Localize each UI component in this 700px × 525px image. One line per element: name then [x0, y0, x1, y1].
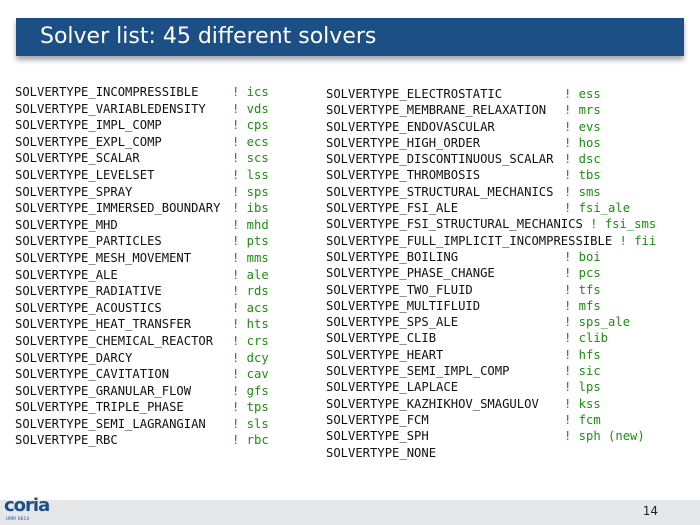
- solver-row: [326, 445, 656, 461]
- solver-row: [15, 150, 269, 167]
- solver-code: ! evs: [564, 119, 601, 134]
- solver-code: ! sic: [564, 364, 601, 379]
- solver-row: [15, 316, 269, 333]
- solver-code: ! crs: [232, 333, 269, 348]
- solver-name: SOLVERTYPE_PHASE_CHANGE: [326, 266, 495, 281]
- solver-code: ! hfs: [564, 347, 601, 362]
- solver-code: ! tbs: [564, 168, 601, 183]
- solver-name: SOLVERTYPE_STRUCTURAL_MECHANICS: [326, 184, 554, 199]
- solver-code: ! boi: [564, 249, 601, 264]
- solver-name: SOLVERTYPE_TRIPLE_PHASE: [15, 400, 184, 415]
- solver-row: [326, 379, 656, 395]
- solver-code: ! ics: [232, 85, 269, 99]
- solver-row: [15, 267, 269, 284]
- solver-row: [15, 333, 269, 350]
- solver-row: [15, 383, 269, 400]
- solver-name: SOLVERTYPE_ACOUSTICS: [15, 300, 162, 315]
- solver-name: SOLVERTYPE_EXPL_COMP: [15, 134, 162, 149]
- solver-name: SOLVERTYPE_IMPL_COMP: [15, 118, 162, 133]
- solver-name: SOLVERTYPE_CAVITATION: [15, 367, 170, 382]
- solver-code: ! lps: [564, 380, 601, 395]
- solver-row: [326, 265, 656, 281]
- solver-code: ! rbc: [232, 433, 269, 448]
- solver-row: [15, 217, 269, 234]
- solver-row: [326, 86, 656, 102]
- solver-code: ! dsc: [564, 152, 601, 167]
- solver-code: ! mhd: [232, 217, 269, 232]
- solver-code: ! rds: [232, 284, 269, 299]
- logo-subtext: UMR 6614: [6, 517, 30, 522]
- solver-row: [326, 298, 656, 314]
- solver-code: ! sps: [232, 184, 269, 199]
- solver-name: SOLVERTYPE_NONE: [326, 445, 437, 460]
- solver-name: SOLVERTYPE_TWO_FLUID: [326, 282, 473, 297]
- solver-row: [15, 101, 269, 118]
- solver-code: ! sls: [232, 416, 269, 431]
- solver-name: SOLVERTYPE_MHD: [15, 217, 118, 232]
- solver-row: [15, 250, 269, 267]
- solver-name: SOLVERTYPE_SCALAR: [15, 151, 140, 166]
- title-bar: [16, 18, 684, 56]
- solver-code: ! kss: [564, 396, 601, 411]
- solver-code: ! hts: [232, 317, 269, 332]
- solver-name: SOLVERTYPE_FCM: [326, 412, 429, 427]
- solver-row: [15, 399, 269, 416]
- solver-code: ! hos: [564, 135, 601, 150]
- solver-row: [15, 350, 269, 367]
- solver-code: ! acs: [232, 300, 269, 315]
- solver-row: [326, 396, 656, 412]
- solver-name: SOLVERTYPE_VARIABLEDENSITY: [15, 101, 206, 116]
- solver-name: SOLVERTYPE_HEAT_TRANSFER: [15, 317, 192, 332]
- solver-code: ! tfs: [564, 282, 601, 297]
- solver-name: SOLVERTYPE_FULL_IMPLICIT_INCOMPRESSIBLE: [326, 233, 613, 248]
- solver-name: SOLVERTYPE_DARCY: [15, 350, 133, 365]
- solver-name: SOLVERTYPE_FSI_STRUCTURAL_MECHANICS: [326, 217, 583, 232]
- solver-row: [326, 282, 656, 298]
- coria-logo: [4, 495, 62, 525]
- solver-code: ! vds: [232, 101, 269, 116]
- solver-code: ! pts: [232, 234, 269, 249]
- solver-code: ! ibs: [232, 201, 269, 216]
- solver-name: SOLVERTYPE_SPS_ALE: [326, 315, 459, 330]
- solver-code: ! ecs: [232, 134, 269, 149]
- solver-name: SOLVERTYPE_LAPLACE: [326, 380, 459, 395]
- solver-name: SOLVERTYPE_IMMERSED_BOUNDARY: [15, 201, 221, 216]
- solver-row: [326, 200, 656, 216]
- solver-code: ! sms: [564, 184, 601, 199]
- solver-name: SOLVERTYPE_MEMBRANE_RELAXATION: [326, 103, 547, 118]
- solver-row: [326, 330, 656, 346]
- solver-row: [326, 314, 656, 330]
- solver-row: [326, 428, 656, 444]
- solver-code: ! sps_ale: [564, 315, 631, 330]
- solver-name: SOLVERTYPE_PARTICLES: [15, 234, 162, 249]
- solver-name: SOLVERTYPE_FSI_ALE: [326, 201, 459, 216]
- solver-code: ! mfs: [564, 298, 601, 313]
- solver-code: ! ess: [564, 87, 601, 101]
- solver-row: [15, 233, 269, 250]
- solver-name: SOLVERTYPE_RADIATIVE: [15, 284, 162, 299]
- solver-row: [15, 300, 269, 317]
- solver-row: [15, 283, 269, 300]
- solver-code: ! fsi_sms: [590, 217, 657, 232]
- footer-bar: [0, 500, 700, 525]
- solver-code: ! ale: [232, 267, 269, 282]
- solver-name: SOLVERTYPE_GRANULAR_FLOW: [15, 383, 192, 398]
- solver-row: [326, 233, 656, 249]
- solver-list-right: [326, 86, 656, 461]
- solver-name: SOLVERTYPE_HEART: [326, 347, 444, 362]
- solver-row: [15, 432, 269, 449]
- solver-name: SOLVERTYPE_LEVELSET: [15, 167, 155, 182]
- solver-code: ! fsi_ale: [564, 201, 631, 216]
- solver-row: [15, 200, 269, 217]
- solver-code: ! pcs: [564, 266, 601, 281]
- slide-title: Solver list: 45 different solvers: [40, 24, 377, 49]
- solver-name: SOLVERTYPE_MESH_MOVEMENT: [15, 250, 192, 265]
- solver-row: [15, 167, 269, 184]
- solver-code: ! cav: [232, 367, 269, 382]
- solver-name: SOLVERTYPE_SPH: [326, 429, 429, 444]
- page-number: 14: [642, 504, 658, 518]
- solver-code: ! scs: [232, 151, 269, 166]
- solver-code: ! mms: [232, 250, 269, 265]
- solver-code: ! fcm: [564, 412, 601, 427]
- solver-name: SOLVERTYPE_SPRAY: [15, 184, 133, 199]
- solver-row: [326, 216, 656, 232]
- solver-code: ! cps: [232, 118, 269, 133]
- solver-row: [326, 135, 656, 151]
- solver-row: [326, 119, 656, 135]
- logo-text: coria: [4, 495, 50, 516]
- solver-row: [326, 151, 656, 167]
- solver-row: [326, 102, 656, 118]
- solver-row: [15, 184, 269, 201]
- solver-name: SOLVERTYPE_CHEMICAL_REACTOR: [15, 333, 214, 348]
- solver-name: SOLVERTYPE_ALE: [15, 267, 118, 282]
- solver-code: ! sph (new): [564, 429, 645, 444]
- solver-name: SOLVERTYPE_RBC: [15, 433, 118, 448]
- solver-code: ! dcy: [232, 350, 269, 365]
- solver-row: [326, 412, 656, 428]
- solver-name: SOLVERTYPE_CLIB: [326, 331, 437, 346]
- solver-row: [326, 167, 656, 183]
- solver-code: ! tps: [232, 400, 269, 415]
- solver-name: SOLVERTYPE_THROMBOSIS: [326, 168, 481, 183]
- solver-code: ! mrs: [564, 103, 601, 118]
- solver-name: SOLVERTYPE_INCOMPRESSIBLE: [15, 85, 199, 99]
- solver-code: ! fii: [619, 233, 657, 248]
- solver-name: SOLVERTYPE_SEMI_LAGRANGIAN: [15, 416, 206, 431]
- solver-row: [15, 84, 269, 101]
- solver-name: SOLVERTYPE_MULTIFLUID: [326, 298, 481, 313]
- solver-row: [326, 184, 656, 200]
- solver-row: [326, 347, 656, 363]
- solver-name: SOLVERTYPE_HIGH_ORDER: [326, 135, 481, 150]
- solver-name: SOLVERTYPE_SEMI_IMPL_COMP: [326, 364, 510, 379]
- solver-name: SOLVERTYPE_ENDOVASCULAR: [326, 119, 495, 134]
- solver-name: SOLVERTYPE_DISCONTINUOUS_SCALAR: [326, 152, 554, 167]
- solver-row: [326, 363, 656, 379]
- solver-row: [15, 117, 269, 134]
- solver-name: SOLVERTYPE_ELECTROSTATIC: [326, 87, 503, 101]
- solver-row: [15, 134, 269, 151]
- solver-name: SOLVERTYPE_BOILING: [326, 249, 459, 264]
- solver-code: ! clib: [564, 331, 609, 346]
- solver-row: [15, 416, 269, 433]
- solver-code: ! gfs: [232, 383, 269, 398]
- solver-list-left: [15, 84, 269, 449]
- solver-name: SOLVERTYPE_KAZHIKHOV_SMAGULOV: [326, 396, 539, 411]
- solver-row: [326, 249, 656, 265]
- solver-row: [15, 366, 269, 383]
- solver-code: ! lss: [232, 167, 269, 182]
